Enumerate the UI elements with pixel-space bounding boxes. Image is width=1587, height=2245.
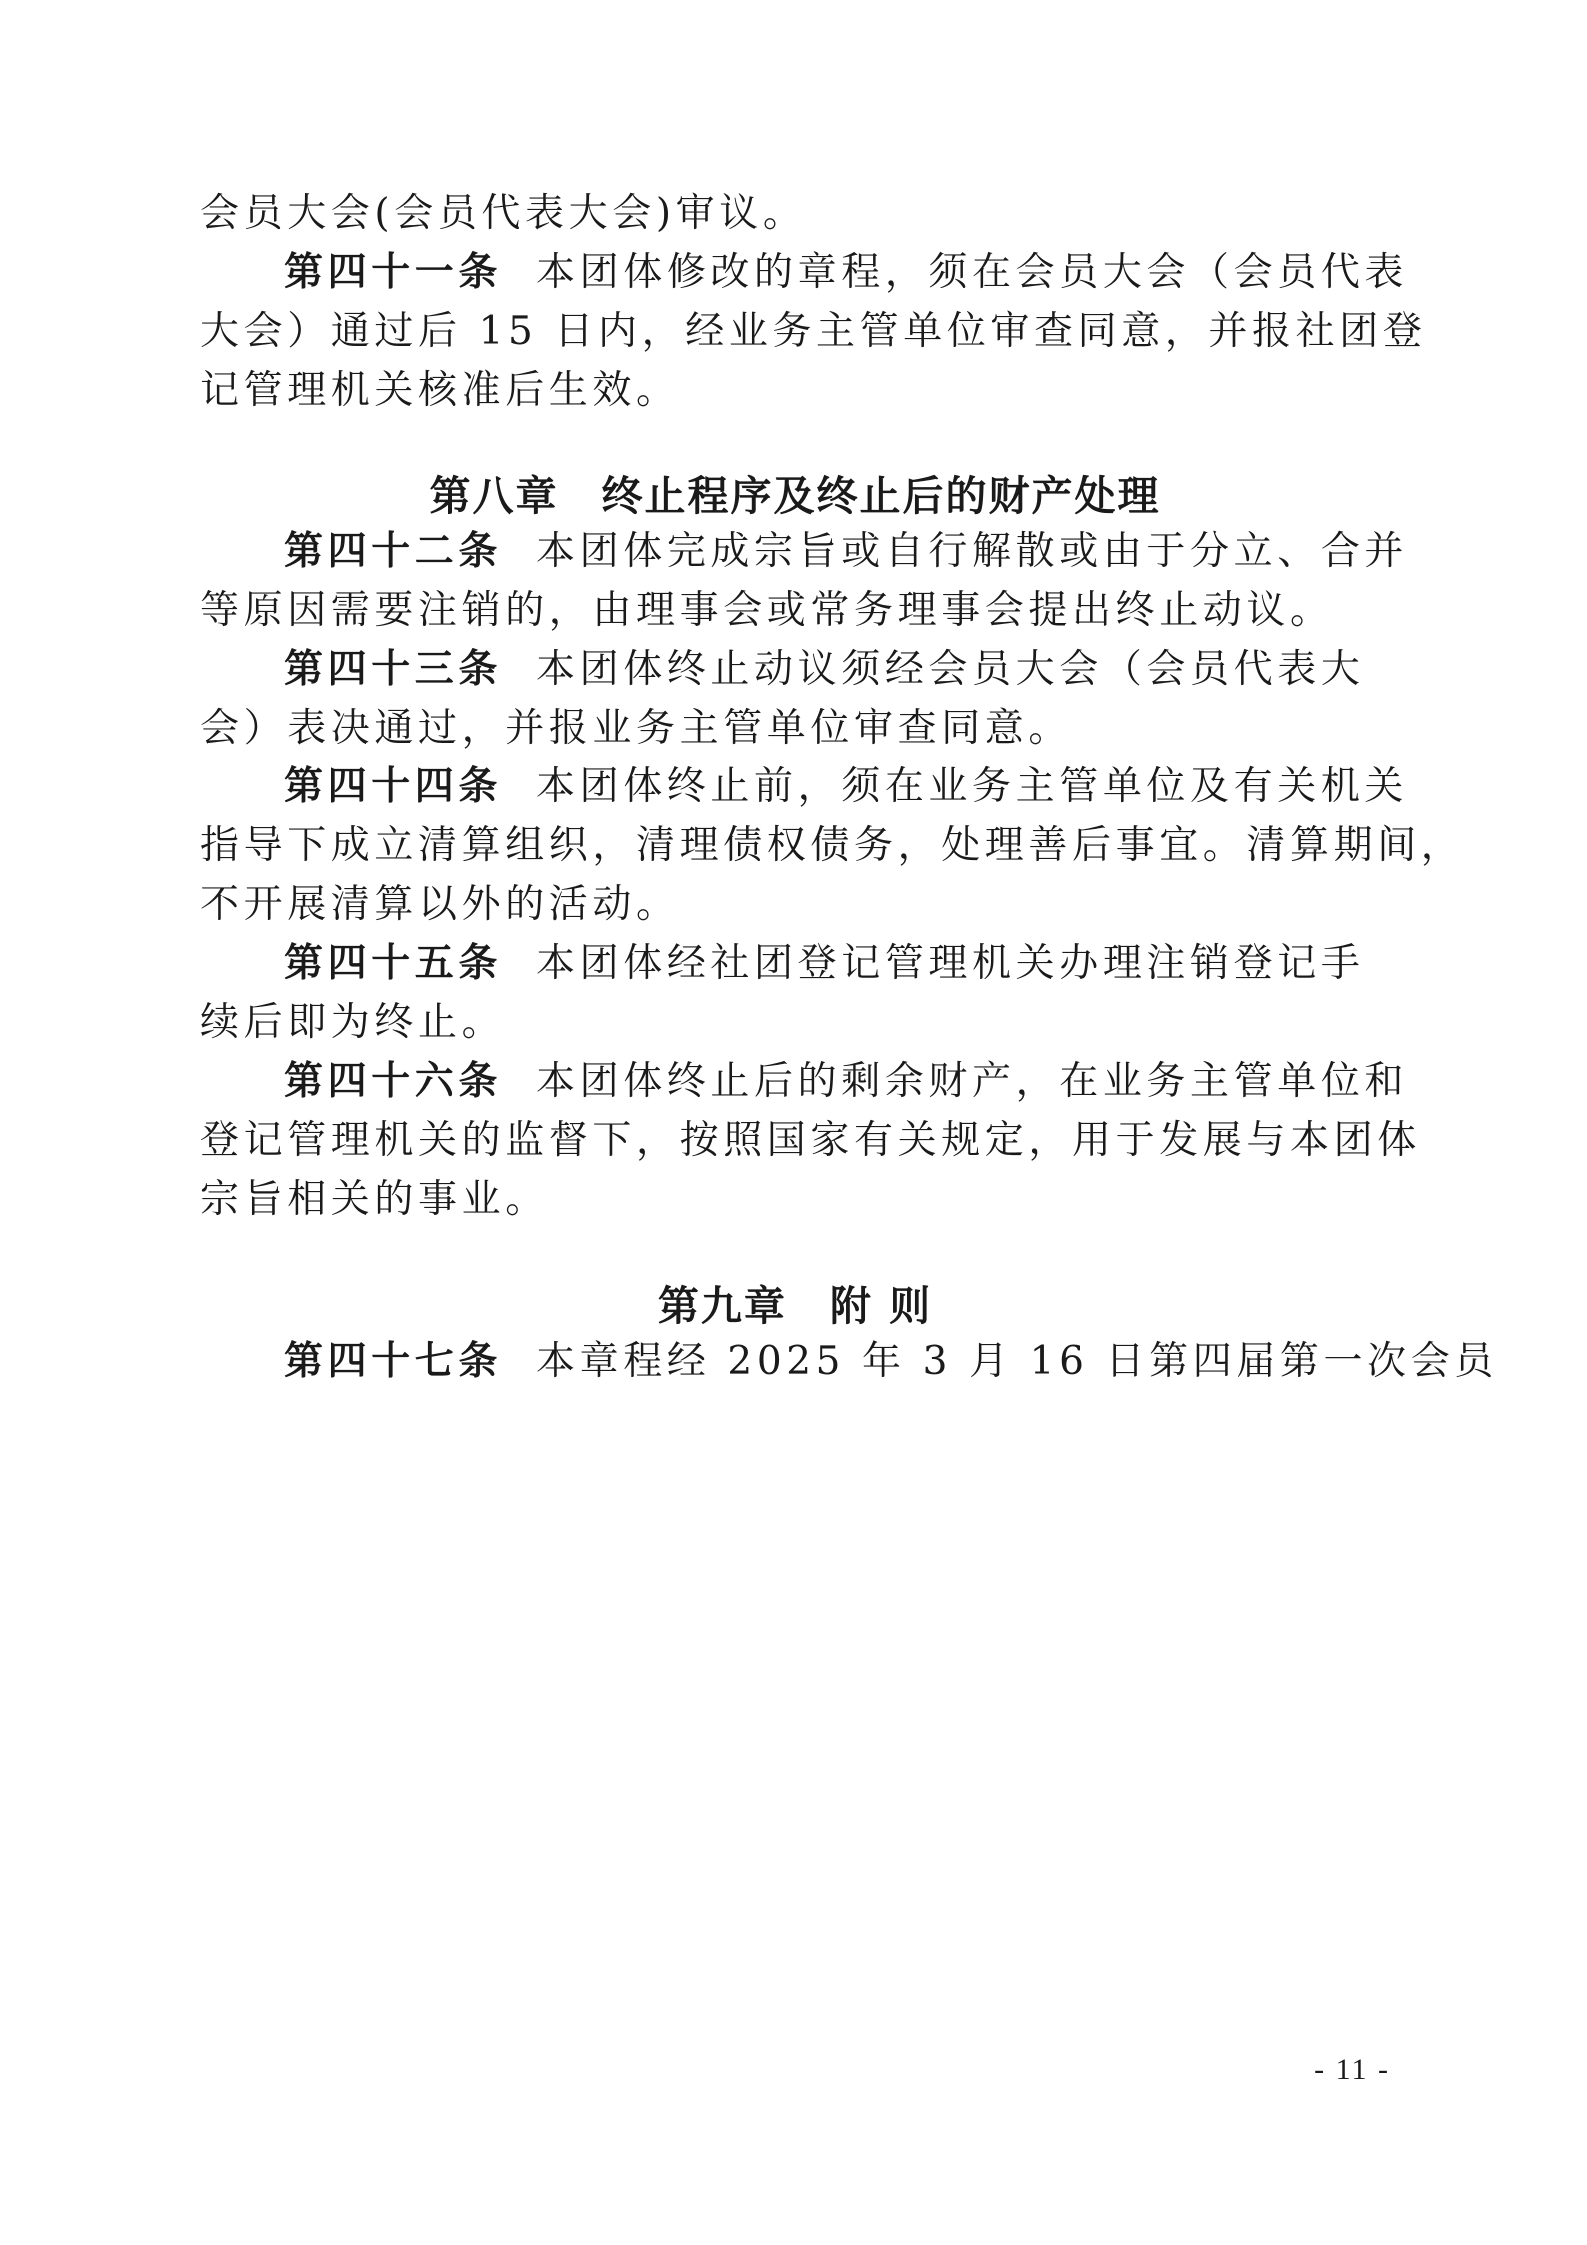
article-46-line-2: 登记管理机关的监督下，按照国家有关规定，用于发展与本团体	[200, 1118, 1421, 1163]
article-46-line-3: 宗旨相关的事业。	[200, 1177, 549, 1222]
article-44-label: 第四十四条	[284, 764, 503, 809]
article-44-line-1	[284, 757, 1409, 817]
article-46-text: 本团体终止后的剩余财产，在业务主管单位和	[536, 1059, 1409, 1104]
article-43-line-2: 会）表决通过，并报业务主管单位审查同意。	[200, 706, 1073, 751]
article-43-label: 第四十三条	[284, 647, 503, 692]
chapter-9-heading: 第九章 附 则	[657, 1282, 933, 1330]
article-45-label: 第四十五条	[284, 941, 503, 986]
article-41-text: 本团体修改的章程，须在会员大会（会员代表	[536, 250, 1409, 295]
chapter-8-heading: 第八章 终止程序及终止后的财产处理	[429, 472, 1161, 520]
article-44-line-2: 指导下成立清算组织，清理债权债务，处理善后事宜。清算期间，	[200, 823, 1465, 868]
article-45-line-2: 续后即为终止。	[200, 1000, 506, 1045]
article-47-line-1	[284, 1332, 1498, 1392]
article-41-line-1	[284, 243, 1409, 303]
article-42-line-1	[284, 522, 1409, 582]
article-42-label: 第四十二条	[284, 529, 503, 574]
article-46-line-1	[284, 1052, 1409, 1112]
paragraph-line: 会员大会(会员代表大会)审议。	[200, 191, 807, 236]
article-44-text: 本团体终止前，须在业务主管单位及有关机关	[536, 764, 1409, 809]
article-47-text: 本章程经 2025 年 3 月 16 日第四届第一次会员	[536, 1339, 1498, 1384]
article-43-text: 本团体终止动议须经会员大会（会员代表大	[536, 647, 1365, 692]
article-45-text: 本团体经社团登记管理机关办理注销登记手	[536, 941, 1365, 986]
article-42-text: 本团体完成宗旨或自行解散或由于分立、合并	[536, 529, 1409, 574]
article-41-line-3: 记管理机关核准后生效。	[200, 368, 680, 413]
article-41-line-2: 大会）通过后 15 日内，经业务主管单位审查同意，并报社团登	[200, 309, 1427, 354]
article-45-line-1	[284, 934, 1390, 994]
article-44-line-3: 不开展清算以外的活动。	[200, 882, 680, 927]
article-46-label: 第四十六条	[284, 1059, 503, 1104]
article-47-label: 第四十七条	[284, 1339, 503, 1384]
page-number: - 11 -	[1314, 2053, 1390, 2086]
article-43-line-1	[284, 640, 1390, 700]
article-41-label: 第四十一条	[284, 250, 503, 295]
article-42-line-2: 等原因需要注销的，由理事会或常务理事会提出终止动议。	[200, 588, 1334, 633]
